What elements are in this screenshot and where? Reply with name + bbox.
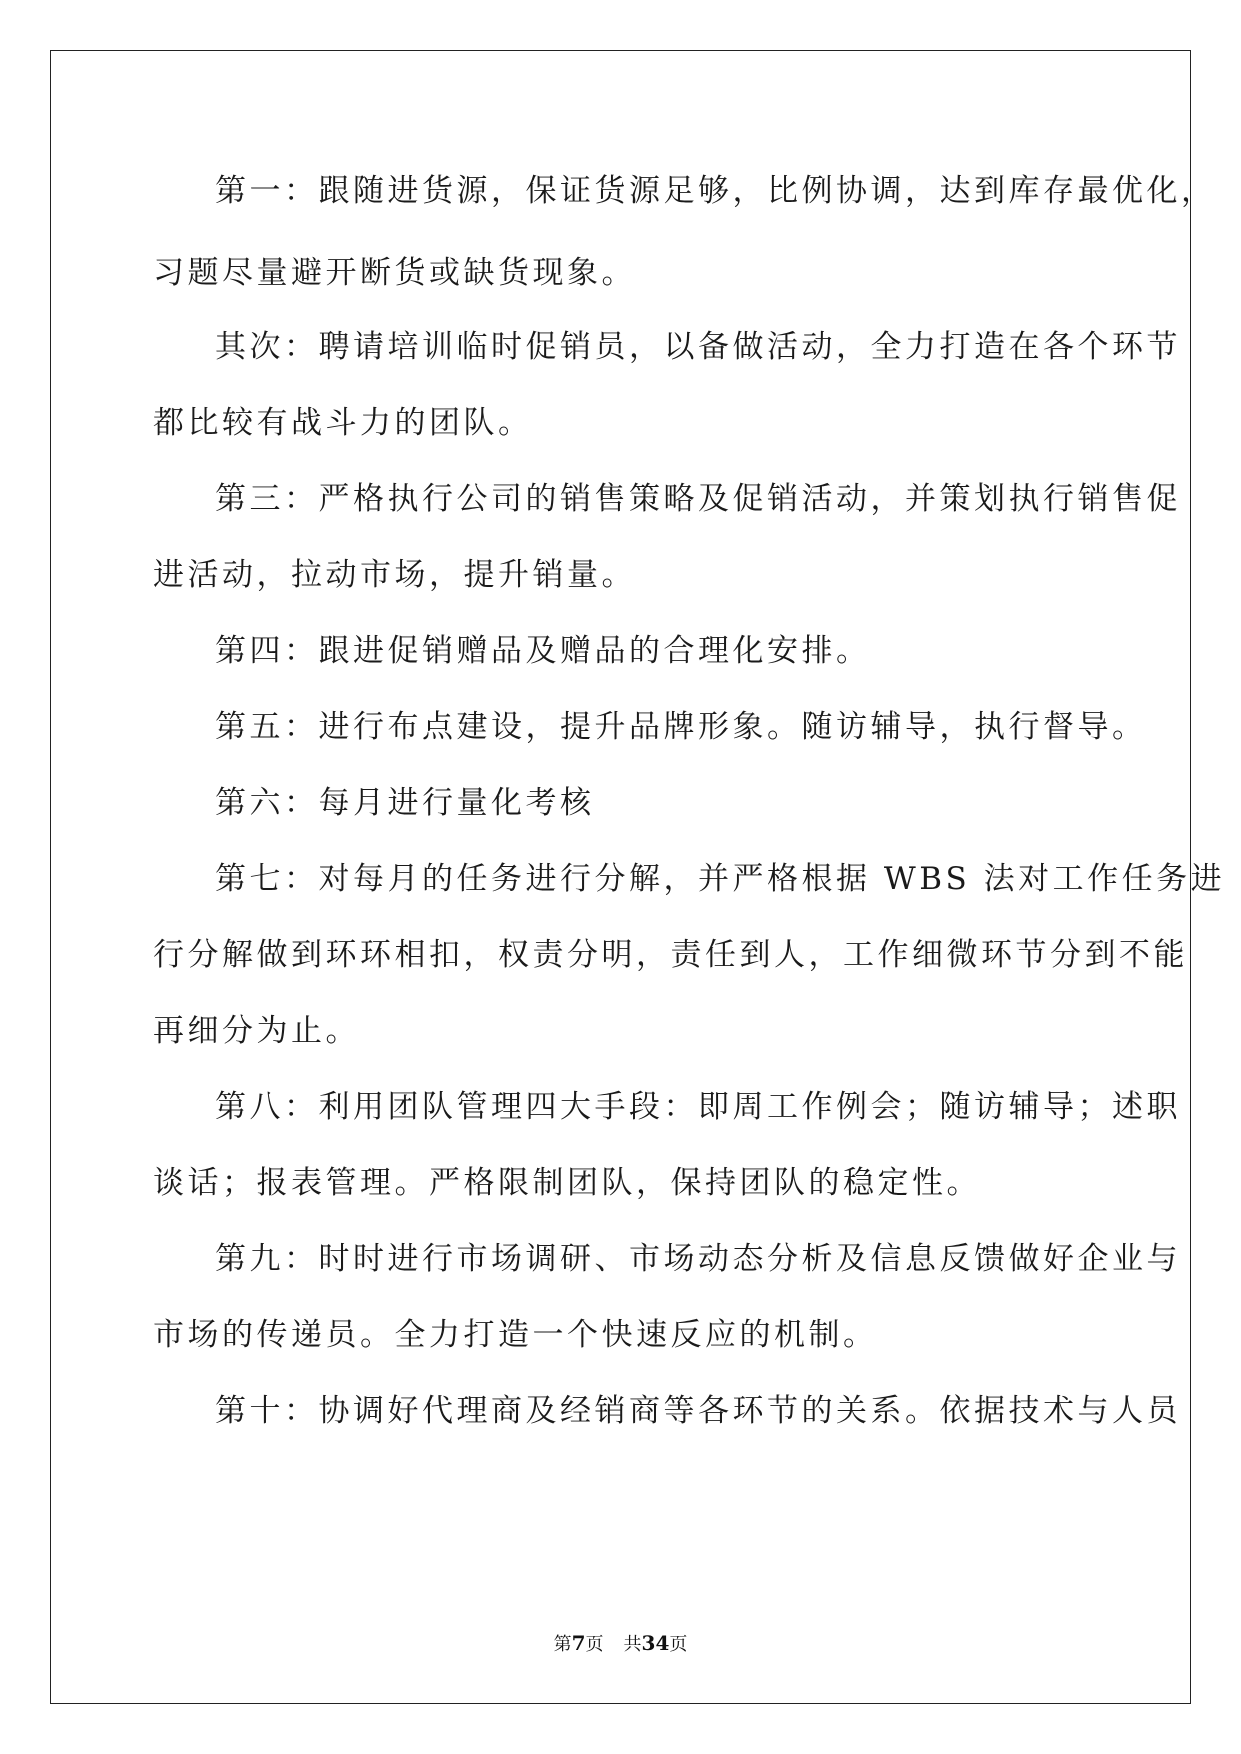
paragraph-line: 第一：跟随进货源，保证货源足够，比例协调，达到库存最优化，	[215, 173, 1216, 209]
paragraph-line: 习题尽量避开断货或缺货现象。	[153, 255, 636, 291]
paragraph-line: 第九：时时进行市场调研、市场动态分析及信息反馈做好企业与	[215, 1241, 1181, 1277]
paragraph-line: 其次：聘请培训临时促销员，以备做活动，全力打造在各个环节	[215, 329, 1181, 365]
page-current: 7	[571, 1631, 586, 1655]
paragraph-line: 市场的传递员。全力打造一个快速反应的机制。	[153, 1317, 878, 1353]
paragraph-line: 第八：利用团队管理四大手段：即周工作例会；随访辅导；述职	[215, 1089, 1181, 1125]
paragraph-line: 第七：对每月的任务进行分解，并严格根据 WBS 法对工作任务进	[215, 861, 1226, 897]
paragraph-line: 进活动，拉动市场，提升销量。	[153, 557, 636, 593]
paragraph-line: 再细分为止。	[153, 1013, 360, 1049]
paragraph-line: 行分解做到环环相扣，权责分明，责任到人，工作细微环节分到不能	[153, 937, 1188, 973]
paragraph-line: 第三：严格执行公司的销售策略及促销活动，并策划执行销售促	[215, 481, 1181, 517]
total-suffix: 页	[669, 1634, 688, 1655]
paragraph-line: 第五：进行布点建设，提升品牌形象。随访辅导，执行督导。	[215, 709, 1147, 745]
page-prefix: 第	[553, 1634, 572, 1655]
paragraph-line: 第四：跟进促销赠品及赠品的合理化安排。	[215, 633, 871, 669]
total-prefix: 共	[623, 1634, 642, 1655]
paragraph-line: 都比较有战斗力的团队。	[153, 405, 533, 441]
paragraph-line: 谈话；报表管理。严格限制团队，保持团队的稳定性。	[153, 1165, 981, 1201]
paragraph-line: 第十：协调好代理商及经销商等各环节的关系。依据技术与人员	[215, 1393, 1181, 1429]
page-suffix: 页	[585, 1634, 604, 1655]
page-total: 34	[641, 1631, 670, 1655]
paragraph-line: 第六：每月进行量化考核	[215, 785, 595, 821]
page-footer	[0, 1630, 1241, 1656]
